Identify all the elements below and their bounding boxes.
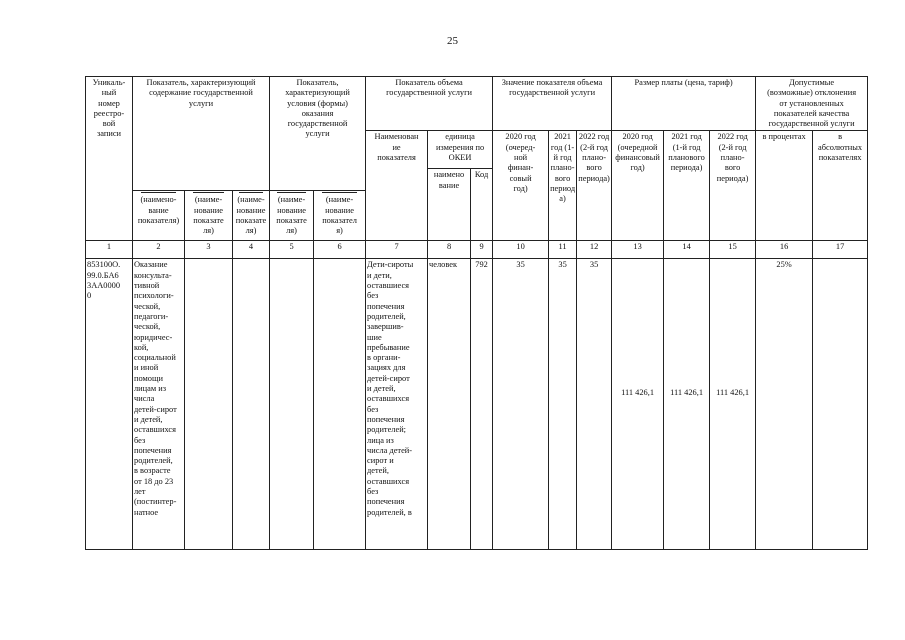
column-number: 1 bbox=[86, 241, 133, 259]
state-service-table bbox=[85, 76, 868, 550]
header-vol-2021: 2021 год (1- й год плано- вого период а) bbox=[549, 131, 577, 241]
header-indicator-name: Наименован ие показателя bbox=[366, 131, 428, 241]
param-underline bbox=[322, 192, 356, 193]
fee-2022: 111 426,1 bbox=[710, 259, 756, 550]
column-number: 12 bbox=[577, 241, 612, 259]
empty-cell bbox=[270, 259, 314, 550]
indicator-name: Дети-сироты и дети, оставшиеся без попечения родителей, завершив- шие пребывание в органи- зациях для детей-сирот и детей, оставшихся без попечения родителей; лица из числа детей- сирот и детей, оставшихся без попечения родителей, в bbox=[366, 259, 428, 550]
volume-2021: 35 bbox=[549, 259, 577, 550]
column-number: 4 bbox=[233, 241, 270, 259]
header-in-absolute: в абсолютных показателях bbox=[813, 131, 868, 241]
column-number: 8 bbox=[428, 241, 471, 259]
param-underline bbox=[141, 192, 175, 193]
column-number: 9 bbox=[471, 241, 493, 259]
header-deviations: Допустимые (возможные) отклонения от установленных показателей качества государственной услуги bbox=[756, 77, 868, 131]
header-fee-size: Размер платы (цена, тариф) bbox=[612, 77, 756, 131]
column-number: 13 bbox=[612, 241, 664, 259]
param-underline bbox=[277, 192, 306, 193]
column-number: 7 bbox=[366, 241, 428, 259]
service-content: Оказание консульта- тивной психологи- ческой, педагоги- ческой, юридичес- кой, социальной и иной помощи лицам из числа детей-сирот и детей, оставшихся без попечения родителей, в возрасте от 18 до 23 лет (постинтер- натное bbox=[133, 259, 185, 550]
param-name-cell: (наимено- вание показателя) bbox=[133, 191, 185, 241]
deviation-absolute bbox=[813, 259, 868, 550]
volume-2020: 35 bbox=[493, 259, 549, 550]
column-number: 5 bbox=[270, 241, 314, 259]
table-row bbox=[86, 259, 868, 550]
param-name-cell: (наиме- нование показате ля) bbox=[185, 191, 233, 241]
header-volume-indicator: Показатель объема государственной услуги bbox=[366, 77, 493, 131]
param-underline bbox=[239, 192, 263, 193]
unit-code: 792 bbox=[471, 259, 493, 550]
empty-cell bbox=[233, 259, 270, 550]
header-fee-2020: 2020 год (очередной финансовый год) bbox=[612, 131, 664, 241]
header-fee-2022: 2022 год (2-й год плано- вого периода) bbox=[710, 131, 756, 241]
registry-number: 853100О. 99.0.БА6 3АА0000 0 bbox=[86, 259, 133, 550]
header-unit-name: наимено вание bbox=[428, 169, 471, 241]
param-name-cell: (наиме- нование показате ля) bbox=[233, 191, 270, 241]
header-unit-okei: единица измерения по ОКЕИ bbox=[428, 131, 493, 169]
column-number: 15 bbox=[710, 241, 756, 259]
fee-2020: 111 426,1 bbox=[612, 259, 664, 550]
empty-cell bbox=[185, 259, 233, 550]
column-number: 10 bbox=[493, 241, 549, 259]
header-fee-2021: 2021 год (1-й год планового периода) bbox=[664, 131, 710, 241]
deviation-percent: 25% bbox=[756, 259, 813, 550]
column-number: 2 bbox=[133, 241, 185, 259]
header-vol-2020: 2020 год (очеред- ной финан- совый год) bbox=[493, 131, 549, 241]
header-volume-value: Значение показателя объема государственной услуги bbox=[493, 77, 612, 131]
header-unique-record: Уникаль- ный номер реестро- вой записи bbox=[86, 77, 133, 241]
fee-2021: 111 426,1 bbox=[664, 259, 710, 550]
page-number: 25 bbox=[447, 35, 458, 47]
empty-cell bbox=[314, 259, 366, 550]
header-vol-2022: 2022 год (2-й год плано- вого периода) bbox=[577, 131, 612, 241]
unit-name: человек bbox=[428, 259, 471, 550]
header-in-percent: в процентах bbox=[756, 131, 813, 241]
param-name-cell: (наиме- нование показател я) bbox=[314, 191, 366, 241]
column-number: 6 bbox=[314, 241, 366, 259]
param-underline bbox=[193, 192, 225, 193]
header-condition-indicator: Показатель, характеризующий условия (формы) оказания государственной услуги bbox=[270, 77, 366, 191]
column-number: 17 bbox=[813, 241, 868, 259]
volume-2022: 35 bbox=[577, 259, 612, 550]
header-content-indicator: Показатель, характеризующий содержание государственной услуги bbox=[133, 77, 270, 191]
column-number: 3 bbox=[185, 241, 233, 259]
header-unit-code: Код bbox=[471, 169, 493, 241]
param-name-cell: (наиме- нование показате ля) bbox=[270, 191, 314, 241]
column-number: 11 bbox=[549, 241, 577, 259]
column-number: 16 bbox=[756, 241, 813, 259]
column-number: 14 bbox=[664, 241, 710, 259]
